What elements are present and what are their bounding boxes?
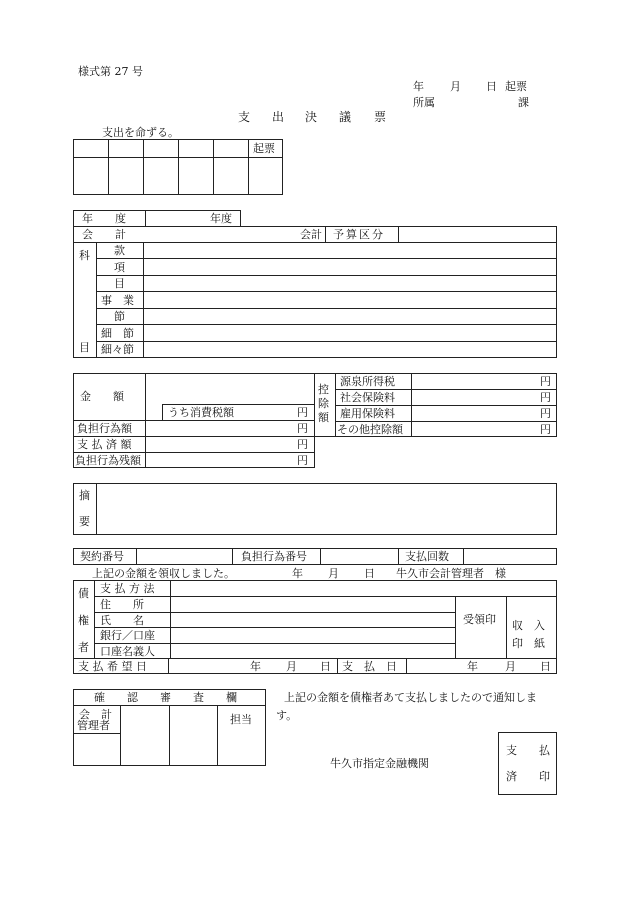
contract-row (73, 548, 557, 565)
date-day: 日 (486, 80, 497, 93)
kamoku-item: 款 (114, 244, 125, 257)
stamp-label: 受領印 (463, 613, 496, 626)
order-text: 支出を命ずる。 (102, 126, 179, 139)
deduction-char: 控 (318, 383, 329, 396)
creditor-field: 支 払 方 法 (100, 582, 155, 595)
receipt-to: 牛久市会計管理者 様 (396, 567, 506, 580)
desired-day: 日 (320, 660, 331, 673)
receipt-month: 月 (328, 567, 339, 580)
kaikei-label: 会 計 (82, 228, 126, 241)
creditor-field: 住 所 (100, 598, 144, 611)
dept-prefix: 所属 (413, 96, 435, 109)
deduction-yen: 円 (540, 407, 551, 420)
desired-year: 年 (250, 660, 261, 673)
creditor-field: 口座名義人 (100, 645, 155, 658)
creditor-char: 者 (78, 641, 89, 654)
tanto-label: 担当 (230, 713, 252, 726)
deduction-item: 源泉所得税 (340, 375, 395, 388)
title-char: 支 (238, 110, 251, 124)
deduction-yen: 円 (540, 423, 551, 436)
pay-date-label: 支 払 日 (342, 660, 397, 673)
remaining-yen: 円 (297, 454, 308, 467)
deduction-item: 社会保険料 (340, 391, 395, 404)
title-char: 決 (305, 110, 318, 124)
contract-no-label: 契約番号 (80, 550, 124, 563)
revenue-stamp-label: 印 紙 (512, 637, 545, 650)
kamoku-table (73, 226, 557, 358)
paid-stamp-label: 済 印 (506, 770, 550, 783)
paid-yen: 円 (297, 438, 308, 451)
date-year: 年 (413, 80, 424, 93)
pay-day: 日 (540, 660, 551, 673)
manager-label: 管理者 (77, 719, 110, 732)
deduction-char: 除 (318, 397, 329, 410)
deduction-yen: 円 (540, 375, 551, 388)
creditor-char: 債 (78, 587, 89, 600)
kingaku-label: 金 額 (80, 390, 124, 403)
kaikei-value: 会計 (300, 228, 322, 241)
burden-label: 負担行為額 (77, 422, 132, 435)
check-title: 確 認 審 査 欄 (94, 691, 237, 704)
deduction-char: 額 (318, 411, 329, 424)
kamoku-char-moku: 目 (79, 341, 90, 354)
burden-yen: 円 (297, 422, 308, 435)
notice-line1: 上記の金額を債権者あて支払しましたので通知しま (284, 691, 537, 704)
pay-year: 年 (467, 660, 478, 673)
creditor-field: 氏 名 (100, 614, 144, 627)
date-month: 月 (450, 80, 461, 93)
paid-stamp-box (498, 732, 557, 795)
kamoku-item: 細々節 (101, 343, 134, 356)
kamoku-item: 節 (114, 310, 125, 323)
creditor-char: 権 (78, 614, 89, 627)
deduction-item: その他控除額 (337, 423, 403, 436)
pay-month: 月 (505, 660, 516, 673)
pay-count-label: 支払回数 (405, 550, 449, 563)
desired-date-label: 支 払 希 望 日 (78, 660, 147, 673)
dept-suffix: 課 (518, 96, 529, 109)
receipt-statement: 上記の金額を領収しました。 (92, 567, 235, 580)
paid-stamp-label: 支 払 (506, 744, 550, 757)
kamoku-item: 細 節 (101, 327, 134, 340)
kamoku-item: 項 (114, 261, 125, 274)
deduction-yen: 円 (540, 391, 551, 404)
remaining-label: 負担行為残額 (75, 454, 141, 467)
tax-label: うち消費税額 (168, 406, 234, 419)
creditor-field: 銀行／口座 (100, 629, 155, 642)
title-char: 票 (374, 110, 387, 124)
paid-label: 支 払 済 額 (77, 438, 132, 451)
notice-line2: す。 (276, 709, 298, 722)
kihyo-stamp-label: 起票 (253, 142, 275, 155)
summary-char: 要 (79, 515, 90, 528)
form-number: 様式第 27 号 (78, 65, 143, 78)
kamoku-char-ka: 科 (79, 249, 90, 262)
kamoku-item: 事 業 (101, 294, 134, 307)
kamoku-item: 目 (114, 277, 125, 290)
deduction-item: 雇用保険料 (340, 407, 395, 420)
receipt-day: 日 (364, 567, 375, 580)
summary-box (73, 483, 557, 535)
kihyo-label: 起票 (505, 80, 527, 93)
burden-no-label: 負担行為番号 (241, 550, 307, 563)
nendo-label: 年 度 (82, 212, 126, 225)
bank-name: 牛久市指定金融機関 (330, 757, 429, 770)
manager-label: 会 計 (79, 708, 112, 721)
yosan-kubun-label: 予算区分 (333, 228, 385, 241)
title-char: 出 (272, 110, 285, 124)
receipt-year: 年 (292, 567, 303, 580)
revenue-stamp-label: 収 入 (512, 619, 545, 632)
nendo-value: 年度 (210, 212, 232, 225)
title-char: 議 (339, 110, 352, 124)
tax-yen: 円 (297, 406, 308, 419)
summary-char: 摘 (79, 489, 90, 502)
desired-month: 月 (286, 660, 297, 673)
